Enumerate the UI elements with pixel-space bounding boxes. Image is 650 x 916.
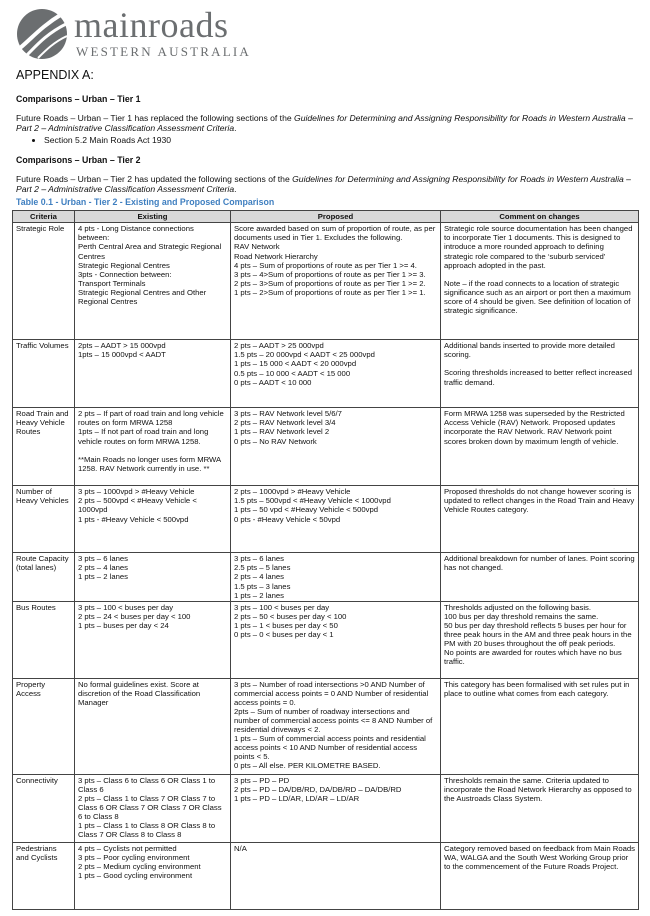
existing-line: 1pts – 15 000vpd < AADT [78,350,166,360]
criteria-line: Strategic Role [16,224,65,234]
proposed-line: 1.5 pts – 3 lanes [234,581,291,591]
proposed-line: 2 pts – AADT > 25 000vpd [234,341,324,351]
proposed-line: 1 pts – PD – LD/AR, LD/AR – LD/AR [234,793,360,803]
comment-line: Scoring thresholds increased to better reflect increased traffic demand. [444,368,633,387]
comment-line: Additional bands inserted to provide more detailed scoring. [444,341,615,360]
proposed-line: 0 pts – No RAV Network [234,436,317,446]
comment-line: Note – if the road connects to a location of strategic significance such as an airport or port then a maximum score of 4 should be given. See definition of location of strategic significance. [444,278,631,315]
paragraph-text: Future Roads – Urban – Tier 1 has replaced the following sections of the [16,112,295,123]
criteria-line: Pedestrians and Cyclists [16,843,58,862]
existing-cell [75,553,231,601]
existing-cell [75,842,231,909]
existing-line: 1 pts - #Heavy Vehicle < 500vpd [78,514,189,524]
table-header-row [13,211,639,223]
proposed-cell [231,408,441,486]
comment-cell [441,553,639,601]
proposed-line: 2 pts – 1000vpd > #Heavy Vehicle [234,487,351,497]
proposed-line: RAV Network [234,242,280,252]
existing-line: 2pts – AADT > 15 000vpd [78,341,166,351]
proposed-line: Score awarded based on sum of proportion of route, as per documents used in Tier 1. Excludes the following. [234,224,436,243]
comment-line: Strategic role source documentation has been changed to incorporate Tier 1 documents. This is designed to introduce a more rounded approach to defining strategic role compared to the ‘suburb serviced’ approach adopted in the past. [444,224,633,270]
proposed-line: 3 pts – Number of road intersections >0 AND Number of commercial access points = 0 AND Number of residential access points = 0. [234,679,429,707]
existing-cell [75,601,231,678]
proposed-cell [231,842,441,909]
proposed-cell [231,340,441,408]
criteria-cell [13,678,75,774]
existing-line [78,446,227,455]
existing-line: 3pts - Connection between: [78,269,172,279]
bullet-list [16,135,636,145]
existing-line: 3 pts – 100 < buses per day [78,602,174,612]
proposed-line: 3 pts – RAV Network level 5/6/7 [234,409,342,419]
comment-cell [441,340,639,408]
criteria-line: Road Train and Heavy Vehicle Routes [16,409,69,437]
existing-line: 4 pts – Cyclists not permitted [78,843,177,853]
comment-line: Form MRWA 1258 was superseded by the Restricted Access Vehicle (RAV) Network. Proposed updates incorporate the RAV Network. RAV Network point scores broken down by maximum length of vehicle. [444,409,625,446]
existing-line: 3 pts – 6 lanes [78,554,129,564]
section-heading-tier2: Comparisons – Urban – Tier 2 [16,155,141,166]
existing-line: Strategic Regional Centres and Other Regional Centres [78,287,207,306]
proposed-line: 2 pts – 4 lanes [234,572,285,582]
comment-line: Additional breakdown for number of lanes. Point scoring has not changed. [444,554,635,573]
existing-line: 1 pts – Good cycling environment [78,870,193,880]
existing-line: Perth Central Area and Strategic Regional Centres [78,242,222,261]
existing-line: 2 pts – Class 1 to Class 7 OR Class 7 to Class 6 OR Class 7 OR Class 7 OR Class 6 to Class 8 [78,793,222,821]
existing-cell [75,408,231,486]
existing-line: Strategic Regional Centres [78,260,170,270]
proposed-cell [231,553,441,601]
existing-line: 3 pts – Class 6 to Class 6 OR Class 1 to Class 6 [78,775,216,794]
table-row [13,774,639,842]
comment-cell [441,678,639,774]
criteria-line: Traffic Volumes [16,341,69,351]
proposed-cell [231,223,441,340]
proposed-line: 2 pts – PD – DA/DB/RD, DA/DB/RD – DA/DB/RD [234,784,402,794]
existing-line: 2 pts – Medium cycling environment [78,861,201,871]
existing-line: 3 pts – 1000vpd > #Heavy Vehicle [78,487,195,497]
proposed-cell [231,774,441,842]
proposed-cell [231,678,441,774]
proposed-line: Road Network Hierarchy [234,251,318,261]
existing-line: No formal guidelines exist. Score at discretion of the Road Classification Manager [78,679,201,707]
table-row [13,678,639,774]
logo-subtitle: WESTERN AUSTRALIA [76,44,251,59]
existing-line: 1pts – If not part of road train and long vehicle routes on form MRWA 1258. [78,427,209,446]
proposed-line: 1 pts – 2>Sum of proportions of route as per Tier 1 >= 1. [234,287,426,297]
proposed-line: 1.5 pts – 20 000vpd < AADT < 25 000vpd [234,350,375,360]
proposed-line: 0 pts – All else. PER KILOMETRE BASED. [234,761,381,771]
existing-line: 1 pts – buses per day < 24 [78,620,169,630]
column-header: Existing [75,211,231,223]
comment-line [444,270,635,279]
criteria-line: Property Access [16,679,46,698]
table-row [13,486,639,553]
existing-line: 2 pts – 24 < buses per day < 100 [78,611,191,621]
existing-line: 2 pts – If part of road train and long vehicle routes on form MRWA 1258 [78,409,224,428]
proposed-line: 0.5 pts – 10 000 < AADT < 15 000 [234,368,351,378]
comment-cell [441,601,639,678]
criteria-cell [13,223,75,340]
table-row [13,553,639,601]
criteria-cell [13,601,75,678]
guidelines-title: Guidelines for Determining and Assigning Responsibility for Roads in Western Australia – Part 2 – Administrative Classification Assessment Criteria [16,174,631,195]
criteria-cell [13,408,75,486]
comment-line: Proposed thresholds do not change however scoring is updated to reflect changes in the Road Train and Heavy Vehicle Routes category. [444,487,635,515]
column-header: Proposed [231,211,441,223]
existing-line: 1 pts – 2 lanes [78,572,129,582]
column-header: Comment on changes [441,211,639,223]
existing-line: 2 pts – 500vpd < #Heavy Vehicle < 1000vpd [78,496,197,515]
criteria-line: Number of Heavy Vehicles [16,487,69,506]
proposed-line: 3 pts – 4>Sum of proportions of route as per Tier 1 >= 3. [234,269,426,279]
guidelines-title: Guidelines for Determining and Assigning Responsibility for Roads in Western Australia – Part 2 – Administrative Classification Assessment Criteria [16,112,633,133]
criteria-line: Bus Routes [16,602,56,612]
section-heading-tier1: Comparisons – Urban – Tier 1 [16,94,141,104]
proposed-line: N/A [234,843,247,853]
proposed-line: 0 pts – AADT < 10 000 [234,377,312,387]
proposed-line: 1 pts – 50 vpd < #Heavy Vehicle < 500vpd [234,505,379,515]
proposed-line: 3 pts – 6 lanes [234,554,285,564]
proposed-line: 2 pts – RAV Network level 3/4 [234,418,336,428]
logo-wordmark: mainroads [74,5,229,45]
criteria-line: Connectivity [16,775,58,785]
proposed-line: 1.5 pts – 500vpd < #Heavy Vehicle < 1000vpd [234,496,391,506]
comment-line: Thresholds remain the same. Criteria updated to incorporate the Road Network Hierarchy as opposed to the Austroads Class System. [444,775,632,803]
comparison-table [12,210,639,909]
proposed-line: 1 pts – 2 lanes [234,590,285,600]
paragraph-tier2 [16,174,636,195]
proposed-line: 4 pts – Sum of proportions of route as per Tier 1 >= 4. [234,260,417,270]
paragraph-end: . [234,122,237,133]
criteria-cell [13,774,75,842]
table-row [13,340,639,408]
proposed-cell [231,486,441,553]
list-item: • Section 5.2 Main Roads Act 1930 [44,135,636,145]
existing-cell [75,774,231,842]
proposed-line: 3 pts – PD – PD [234,775,290,785]
criteria-cell [13,340,75,408]
mainroads-emblem-icon [16,8,68,60]
existing-cell [75,223,231,340]
table-row [13,408,639,486]
proposed-line: 1 pts – RAV Network level 2 [234,427,330,437]
table-caption: Table 0.1 - Urban - Tier 2 - Existing and Proposed Comparison [16,196,275,207]
paragraph-text: Future Roads – Urban – Tier 2 has updated the following sections of the [16,174,293,185]
proposed-line: 2.5 pts – 5 lanes [234,563,291,573]
table-row [13,223,639,340]
document-body [16,92,636,910]
criteria-line: Route Capacity (total lanes) [16,554,69,573]
proposed-line: 1 pts – 15 000 < AADT < 20 000vpd [234,359,357,369]
proposed-line: 2 pts – 50 < buses per day < 100 [234,611,347,621]
existing-cell [75,678,231,774]
comment-cell [441,223,639,340]
existing-line: 4 pts - Long Distance connections between: [78,224,194,243]
comment-line [444,359,635,368]
comment-line: 50 bus per day threshold reflects 5 buses per hour for three peak hours in the AM and three peak hours in the PM with 20 buses throughout the off peak periods. [444,620,632,648]
comment-line: 100 bus per day threshold remains the same. [444,611,599,621]
comment-cell [441,774,639,842]
existing-cell [75,340,231,408]
proposed-line: 1 pts – Sum of commercial access points and residential access points < 10 AND Number of residential access points < 5. [234,734,426,762]
proposed-line: 1 pts – 1 < buses per day < 50 [234,620,338,630]
criteria-cell [13,486,75,553]
comment-cell [441,842,639,909]
proposed-cell [231,601,441,678]
comment-line: Thresholds adjusted on the following basis. [444,602,592,612]
existing-line: **Main Roads no longer uses form MRWA 1258. RAV Network currently in use. ** [78,454,221,473]
table-row [13,601,639,678]
mainroads-logo [16,5,256,62]
column-header: Criteria [13,211,75,223]
proposed-line: 2pts – Sum of number of roadway intersections and number of commercial access points <= 8 AND Number of residential driveways < 2. [234,706,433,735]
paragraph-end: . [234,184,237,195]
proposed-line: 3 pts – 100 < buses per day [234,602,330,612]
existing-line: 3 pts – Poor cycling environment [78,852,190,862]
comment-cell [441,408,639,486]
comment-line: No points are awarded for routes which have no bus traffic. [444,648,622,667]
existing-line: 1 pts – Class 1 to Class 8 OR Class 8 to Class 7 OR Class 8 to Class 8 [78,821,216,840]
existing-line: 2 pts – 4 lanes [78,563,129,573]
criteria-cell [13,842,75,909]
proposed-line: 2 pts – 3>Sum of proportions of route as per Tier 1 >= 2. [234,278,426,288]
appendix-title: APPENDIX A: [16,68,94,82]
paragraph-tier1 [16,113,636,134]
proposed-line: 0 pts - #Heavy Vehicle < 50vpd [234,514,341,524]
comment-line: This category has been formalised with set rules put in place to outline what comes from each category. [444,679,630,698]
table-row [13,842,639,909]
existing-line: Transport Terminals [78,278,146,288]
existing-cell [75,486,231,553]
comment-cell [441,486,639,553]
proposed-line: 0 pts – 0 < buses per day < 1 [234,629,334,639]
criteria-cell [13,553,75,601]
comment-line: Category removed based on feedback from Main Roads WA, WALGA and the South West Working Group prior to the commencement of the Future Roads Project. [444,843,636,871]
